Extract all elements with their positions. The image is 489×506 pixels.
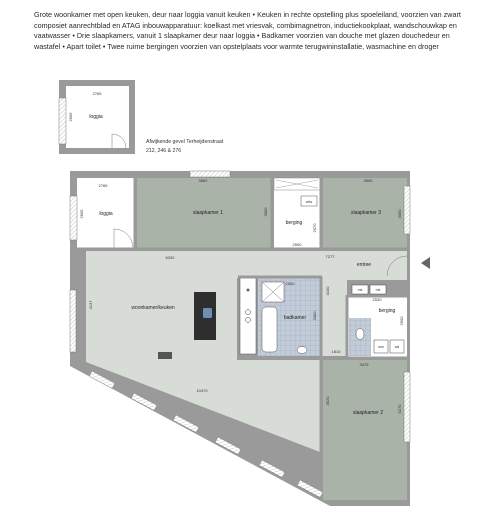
room-slaapkamer-2 [323,360,407,500]
label-loggia: loggia [99,211,113,217]
dim-woon-w: 6330 [165,255,175,260]
inset-window [59,98,66,144]
dim-berging-d: 2070 [312,223,317,233]
dim-sk2-d2: 5270 [397,404,402,414]
sk2-window [404,372,410,442]
label-mk-2: mk [375,288,381,292]
dim-sk3-w: 3500 [363,178,373,183]
dim-sk2-w: 3475 [359,362,369,367]
dim-entree-d: 4100 [325,286,330,296]
dim-woon-d: 4137 [88,300,93,310]
label-badkamer: badkamer [283,315,307,321]
dim-berging-w: 2500 [292,242,302,247]
sk3-window [404,186,410,234]
dim-hal-w: 1810 [331,349,341,354]
label-wtw: wtw [305,200,313,204]
label-slaapkamer-3: slaapkamer 3 [350,210,382,216]
inset-room-label: loggia [89,114,103,120]
bathtub [262,307,277,352]
dim-entree-w: 7277 [325,254,335,259]
dim-bad-d: 3000 [312,311,317,321]
label-slaapkamer-1: slaapkamer 1 [192,210,224,216]
column [158,352,172,359]
loggia-window [70,196,77,240]
dim-loggia-w: 2765 [98,183,108,188]
label-mk-1: mk [357,288,363,292]
dim-berging2-d: 2600 [399,316,404,326]
toilet-bowl [356,329,364,340]
inset-depth-dim: 2605 [68,112,73,122]
inset-loggia [59,80,135,154]
label-berging-top: berging [285,220,303,226]
inset-width-dim: 2765 [92,91,102,96]
dim-berging2-w: 2530 [372,297,382,302]
dim-sk1-d: 3000 [263,207,268,217]
kitchen-tap [247,289,250,292]
label-entree: entree [356,262,372,268]
label-wm: wm [378,345,384,349]
dim-loggia-d: 2605 [79,209,84,219]
address-line-2: 212, 246 & 276 [146,148,182,154]
dim-sk1-w: 3562 [198,178,208,183]
washbasin [297,347,307,354]
address-line-1: Afwijkende gevel Terheijdenstraat [146,139,224,145]
woon-window [70,290,76,352]
sk1-window [190,171,230,177]
description: Grote woonkamer met open keuken, deur naar loggia vanuit keuken • Keuken in rechte opstelling plus spoeleiland, voorzien van zwart composiet aanrechtblad en ATAG inbouwapparatuur: koelkast met vriesvak, combimagnetron, inductiekookplaat, wandschouwkap en vaatwasser • Drie slaapkamers, vanuit 1 slaapkamer deur naar loggia • Badkamer voorzien van douche met glazen douchedeur en wastafel • Apart toilet • Twee ruime bergingen voorzien van opstelplaats voor warmte terugwininstallatie, wasmachine en droger [34,10,461,51]
label-woonkamer: woonkamer/keuken [131,305,175,311]
dim-sk3-d: 3000 [397,209,402,219]
island-sink [203,308,212,318]
label-slaapkamer-2: slaapkamer 2 [352,410,384,416]
entrance-arrow-icon [421,257,430,269]
label-berging-right: berging [378,308,396,314]
dim-sk2-d1: 3520 [325,396,330,406]
label-wd: wd [394,345,400,349]
dim-woon-diag: 10470 [196,388,208,393]
dim-bad-w: 2500 [285,281,295,286]
